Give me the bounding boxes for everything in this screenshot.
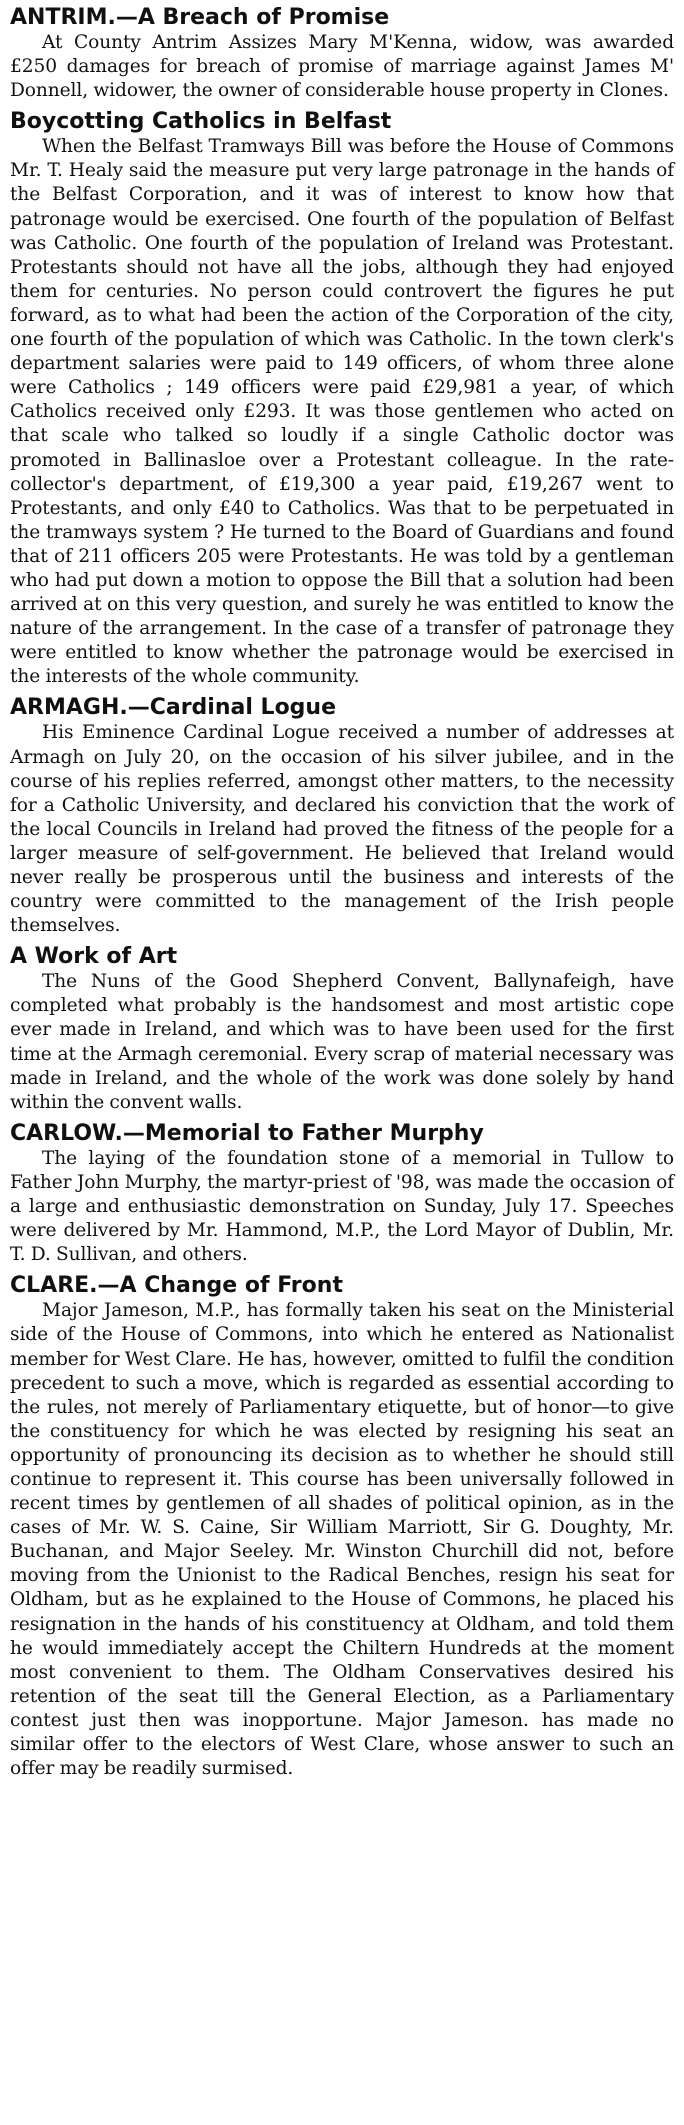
article-body: At County Antrim Assizes Mary M'Kenna, widow, was awarded £250 damages for breach of promise of marriage against James M' Donnell, widower, the owner of considerable house property in Clones.: [10, 32, 674, 102]
article-headline: Boycotting Catholics in Belfast: [10, 109, 392, 135]
article-headline: A Work of Art: [10, 944, 178, 970]
article-armagh: [10, 694, 674, 938]
article-belfast: [10, 108, 674, 689]
article-antrim: [10, 4, 674, 103]
article-headline: CLARE.—A Change of Front: [10, 1273, 343, 1299]
article-body: The Nuns of the Good Shepherd Convent, Ballynafeigh, have completed what probably is the handsomest and most artistic cope ever made in Ireland, and which was to have been used for the first time at the Armagh ceremonial. Every scrap of material necessary was made in Ireland, and the whole of the work was done solely by hand within the convent walls.: [10, 971, 674, 1113]
article-work-of-art: [10, 943, 674, 1115]
article-body: Major Jameson, M.P., has formally taken his seat on the Ministerial side of the House of Commons, into which he entered as Nationalist member for West Clare. He has, however, omitted to fulfil the condition precedent to such a move, which is regarded as essential according to the rules, not merely of Parliamentary etiquette, but of honor—to give the constituency for which he was elected by resigning his seat an opportunity of pronouncing its decision as to whether he should still continue to represent it. This course has been universally followed in recent times by gentlemen of all shades of political opinion, as in the cases of Mr. W. S. Caine, Sir William Marriott, Sir G. Doughty, Mr. Buchanan, and Major Seeley. Mr. Winston Churchill did not, before moving from the Unionist to the Radical Benches, resign his seat for Oldham, but as he explained to the House of Commons, he placed his resignation in the hands of his constituency at Oldham, and told them he would immediately accept the Chiltern Hundreds at the moment most convenient to them. The Oldham Conservatives desired his retention of the seat till the General Election, as a Parliamentary contest just then was inopportune. Major Jameson. has made no similar offer to the electors of West Clare, whose answer to such an offer may be readily surmised.: [10, 1300, 674, 1780]
article-headline: ARMAGH.—Cardinal Logue: [10, 695, 337, 721]
article-clare: [10, 1272, 674, 1781]
article-body: When the Belfast Tramways Bill was before the House of Commons Mr. T. Healy said the measure put very large patronage in the hands of the Belfast Corporation, and it was of interest to know how that patronage would be exercised. One fourth of the population of Belfast was Catholic. One fourth of the population of Ireland was Protestant. Protestants should not have all the jobs, although they had enjoyed them for centuries. No person could controvert the figures he put forward, as to what had been the action of the Corporation of the city, one fourth of the population of which was Catholic. In the town clerk's department salaries were paid to 149 officers, of whom three alone were Catholics ; 149 officers were paid £29,981 a year, of which Catholics received only £293. It was those gentlemen who acted on that scale who talked so loudly if a single Catholic doctor was promoted in Ballinasloe over a Protestant colleague. In the rate-collector's department, of £19,300 a year paid, £19,267 went to Protestants, and only £40 to Catholics. Was that to be perpetuated in the tramways system ? He turned to the Board of Guardians and found that of 211 officers 205 were Protestants. He was told by a gentleman who had put down a motion to oppose the Bill that a solution had been arrived at on this very question, and surely he was entitled to know the nature of the arrangement. In the case of a transfer of patronage they were entitled to know whether the patronage would be exercised in the interests of the whole community.: [10, 136, 674, 688]
article-body: The laying of the foundation stone of a memorial in Tullow to Father John Murphy, the martyr-priest of '98, was made the occasion of a large and enthusiastic demonstration on Sunday, July 17. Speeches were delivered by Mr. Hammond, M.P., the Lord Mayor of Dublin, Mr. T. D. Sullivan, and others.: [10, 1147, 674, 1266]
article-headline: ANTRIM.—A Breach of Promise: [10, 5, 390, 30]
article-headline: CARLOW.—Memorial to Father Murphy: [10, 1120, 484, 1146]
article-carlow: [10, 1120, 674, 1267]
article-body: His Eminence Cardinal Logue received a number of addresses at Armagh on July 20, on the occasion of his silver jubilee, and in the course of his replies referred, amongst other matters, to the necessity for a Catholic University, and declared his conviction that the work of the local Councils in Ireland had proved the fitness of the people for a larger measure of self-government. He believed that Ireland would never really be prosperous until the business and interests of the country were committed to the management of the Irish people themselves.: [10, 722, 674, 937]
